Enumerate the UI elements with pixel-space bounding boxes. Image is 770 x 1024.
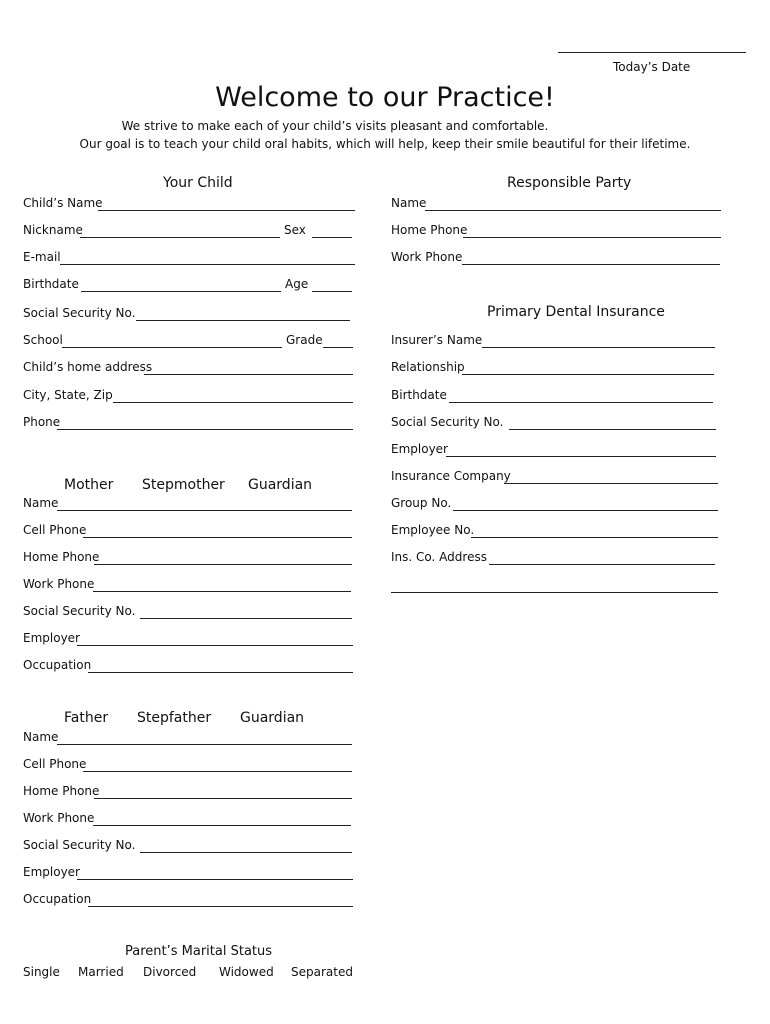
rp-home-phone-label: Home Phone: [391, 223, 468, 237]
birthdate-row[interactable]: [23, 277, 355, 295]
ins-address-row[interactable]: [391, 550, 721, 568]
ins-address-label: Ins. Co. Address: [391, 550, 487, 564]
nickname-label: Nickname: [23, 223, 83, 237]
child-ssn-row[interactable]: [23, 306, 355, 324]
sex-label: Sex: [284, 223, 306, 237]
mother-employer-row[interactable]: [23, 631, 355, 649]
ins-employee-label: Employee No.: [391, 523, 475, 537]
mother-home-field[interactable]: [94, 564, 352, 565]
birthdate-field[interactable]: [81, 291, 281, 292]
child-phone-label: Phone: [23, 415, 61, 429]
child-ssn-label: Social Security No.: [23, 306, 136, 320]
child-name-label: Child’s Name: [23, 196, 103, 210]
mother-occupation-field[interactable]: [88, 672, 353, 673]
ins-employee-field[interactable]: [471, 537, 718, 538]
birthdate-label: Birthdate: [23, 277, 79, 291]
page-title: Welcome to our Practice!: [215, 82, 555, 113]
school-label: School: [23, 333, 63, 347]
rp-name-row[interactable]: [391, 196, 721, 214]
father-cell-label: Cell Phone: [23, 757, 87, 771]
child-address-row[interactable]: [23, 360, 355, 378]
email-field[interactable]: [60, 264, 355, 265]
ins-company-field[interactable]: [504, 483, 718, 484]
ins-name-field[interactable]: [482, 347, 715, 348]
todays-date-label: Today’s Date: [613, 60, 691, 74]
ins-employee-row[interactable]: [391, 523, 721, 541]
father-employer-label: Employer: [23, 865, 80, 879]
school-field[interactable]: [62, 347, 282, 348]
age-field[interactable]: [312, 291, 352, 292]
child-phone-row[interactable]: [23, 415, 355, 433]
school-row[interactable]: [23, 333, 355, 351]
child-ssn-field[interactable]: [136, 320, 350, 321]
rp-name-label: Name: [391, 196, 427, 210]
marital-married-option[interactable]: Married: [78, 965, 124, 979]
responsible-party-heading: Responsible Party: [507, 175, 632, 191]
father-option[interactable]: Father: [64, 710, 109, 726]
father-home-label: Home Phone: [23, 784, 100, 798]
mother-option[interactable]: Mother: [64, 477, 114, 493]
child-name-field[interactable]: [98, 210, 355, 211]
ins-relationship-field[interactable]: [462, 374, 714, 375]
father-cell-row[interactable]: [23, 757, 355, 775]
sex-field[interactable]: [312, 237, 352, 238]
marital-status-heading: Parent’s Marital Status: [125, 944, 273, 959]
marital-single-option[interactable]: Single: [23, 965, 60, 979]
intro-line-2: Our goal is to teach your child oral habits, which will help, keep their smile beautiful for their lifetime.: [79, 137, 691, 151]
mother-employer-field[interactable]: [77, 645, 353, 646]
ins-address-field-2[interactable]: [391, 592, 718, 593]
ins-ssn-row[interactable]: [391, 415, 721, 433]
mother-ssn-field[interactable]: [140, 618, 352, 619]
mother-occupation-row[interactable]: [23, 658, 355, 676]
nickname-row[interactable]: [23, 223, 355, 241]
father-name-field[interactable]: [57, 744, 352, 745]
child-name-row[interactable]: [23, 196, 355, 214]
email-label: E-mail: [23, 250, 61, 264]
child-address-field[interactable]: [144, 374, 353, 375]
email-row[interactable]: [23, 250, 355, 268]
ins-relationship-label: Relationship: [391, 360, 465, 374]
ins-company-label: Insurance Company: [391, 469, 511, 483]
mother-work-label: Work Phone: [23, 577, 95, 591]
mother-cell-row[interactable]: [23, 523, 355, 541]
mother-cell-field[interactable]: [83, 537, 352, 538]
ins-birthdate-row[interactable]: [391, 388, 721, 406]
mother-ssn-label: Social Security No.: [23, 604, 136, 618]
father-name-label: Name: [23, 730, 59, 744]
rp-work-phone-label: Work Phone: [391, 250, 463, 264]
mother-work-row[interactable]: [23, 577, 355, 595]
father-ssn-row[interactable]: [23, 838, 355, 856]
mother-cell-label: Cell Phone: [23, 523, 87, 537]
ins-address-field[interactable]: [489, 564, 715, 565]
mother-ssn-row[interactable]: [23, 604, 355, 622]
marital-divorced-option[interactable]: Divorced: [143, 965, 197, 979]
father-work-field[interactable]: [93, 825, 351, 826]
father-guardian-option[interactable]: Guardian: [240, 710, 305, 726]
rp-home-phone-row[interactable]: [391, 223, 721, 241]
ins-employer-label: Employer: [391, 442, 448, 456]
rp-name-field[interactable]: [425, 210, 721, 211]
your-child-heading: Your Child: [163, 175, 233, 191]
child-city-field[interactable]: [113, 402, 353, 403]
ins-relationship-row[interactable]: [391, 360, 721, 378]
father-occupation-field[interactable]: [88, 906, 353, 907]
mother-guardian-option[interactable]: Guardian: [248, 477, 313, 493]
ins-birthdate-field[interactable]: [449, 402, 713, 403]
ins-group-row[interactable]: [391, 496, 721, 514]
ins-ssn-field[interactable]: [509, 429, 716, 430]
father-home-row[interactable]: [23, 784, 355, 802]
age-label: Age: [285, 277, 309, 291]
father-work-label: Work Phone: [23, 811, 95, 825]
father-employer-field[interactable]: [77, 879, 353, 880]
father-employer-row[interactable]: [23, 865, 355, 883]
father-cell-field[interactable]: [83, 771, 352, 772]
mother-name-field[interactable]: [57, 510, 352, 511]
father-name-row[interactable]: [23, 730, 355, 748]
stepmother-option[interactable]: Stepmother: [142, 477, 225, 493]
ins-employer-row[interactable]: [391, 442, 721, 460]
mother-home-label: Home Phone: [23, 550, 100, 564]
father-occupation-row[interactable]: [23, 892, 355, 910]
mother-name-label: Name: [23, 496, 59, 510]
ins-company-row[interactable]: [391, 469, 721, 487]
ins-name-row[interactable]: [391, 333, 721, 351]
father-ssn-label: Social Security No.: [23, 838, 136, 852]
ins-employer-field[interactable]: [446, 456, 716, 457]
intro-line-1: We strive to make each of your child’s visits pleasant and comfortable.: [121, 119, 549, 133]
mother-work-field[interactable]: [93, 591, 351, 592]
ins-name-label: Insurer’s Name: [391, 333, 483, 347]
ins-group-label: Group No.: [391, 496, 452, 510]
rp-work-phone-field[interactable]: [462, 264, 720, 265]
mother-name-row[interactable]: [23, 496, 355, 514]
mother-occupation-label: Occupation: [23, 658, 92, 672]
stepfather-option[interactable]: Stepfather: [137, 710, 212, 726]
marital-widowed-option[interactable]: Widowed: [219, 965, 274, 979]
father-home-field[interactable]: [94, 798, 352, 799]
ins-group-field[interactable]: [453, 510, 718, 511]
todays-date-field[interactable]: [558, 52, 746, 53]
ins-ssn-label: Social Security No.: [391, 415, 504, 429]
mother-home-row[interactable]: [23, 550, 355, 568]
father-occupation-label: Occupation: [23, 892, 92, 906]
father-ssn-field[interactable]: [140, 852, 352, 853]
insurance-heading: Primary Dental Insurance: [487, 304, 665, 320]
grade-field[interactable]: [323, 347, 353, 348]
child-address-label: Child’s home address: [23, 360, 153, 374]
child-city-label: City, State, Zip: [23, 388, 113, 402]
mother-employer-label: Employer: [23, 631, 80, 645]
grade-label: Grade: [286, 333, 323, 347]
marital-separated-option[interactable]: Separated: [291, 965, 353, 979]
ins-birthdate-label: Birthdate: [391, 388, 447, 402]
father-work-row[interactable]: [23, 811, 355, 829]
nickname-field[interactable]: [80, 237, 280, 238]
child-city-row[interactable]: [23, 388, 355, 406]
rp-home-phone-field[interactable]: [463, 237, 721, 238]
child-phone-field[interactable]: [57, 429, 353, 430]
rp-work-phone-row[interactable]: [391, 250, 721, 268]
